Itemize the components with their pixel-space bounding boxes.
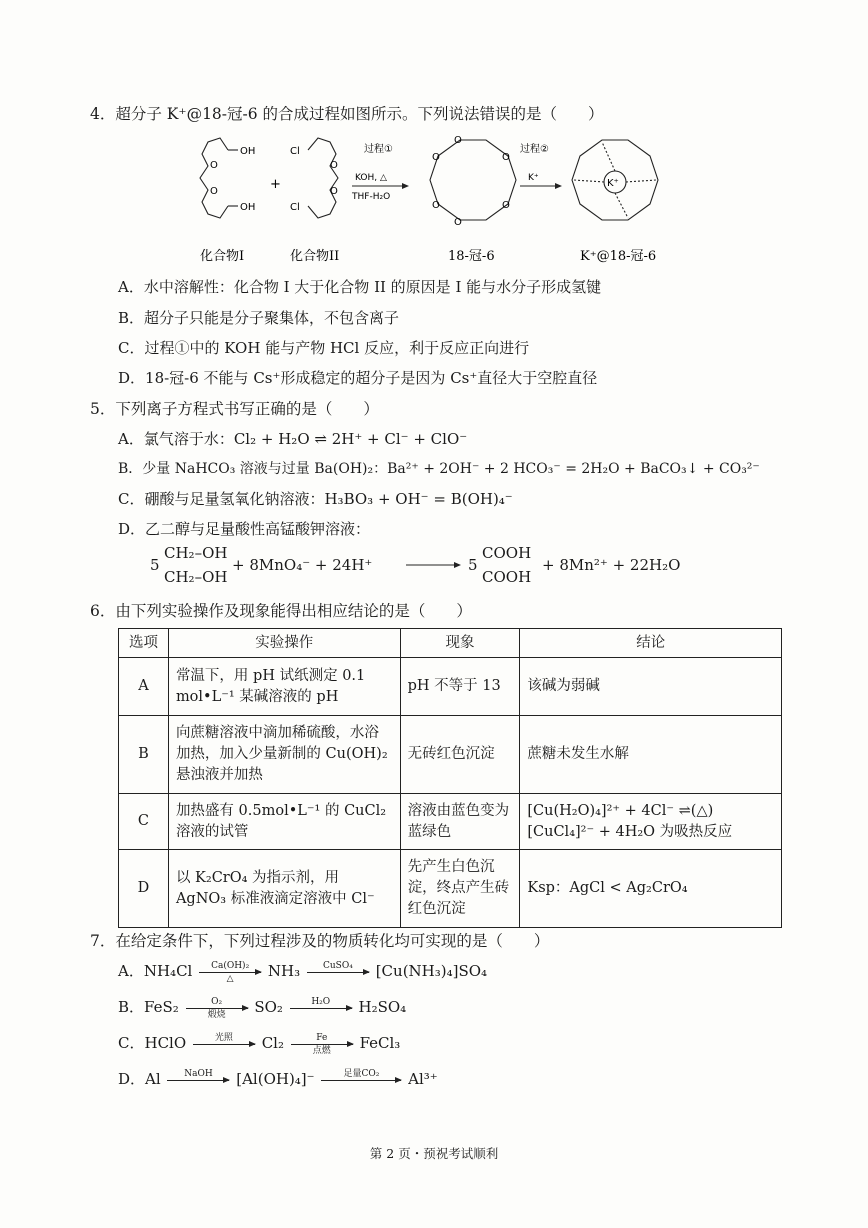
table-cell-option: A — [119, 658, 169, 716]
compound-1-oh-bottom: OH — [240, 202, 256, 213]
conversion-arrow: O₂ 煅烧 — [186, 997, 248, 1020]
table-header: 选项 — [119, 629, 169, 658]
q6-stem: 6．由下列实验操作及现象能得出相应结论的是（ ） — [90, 602, 472, 620]
q5-number: 5． — [90, 400, 116, 418]
oxygen-label: O — [330, 186, 338, 197]
q6-number: 6． — [90, 602, 116, 620]
table-row — [119, 716, 782, 794]
table-header: 现象 — [400, 629, 520, 658]
oxygen-label: O — [210, 186, 218, 197]
reaction-arrow — [406, 558, 462, 572]
q4-number: 4． — [90, 105, 116, 123]
oxygen-label: O — [210, 160, 218, 171]
q4-stem: 4．超分子 K⁺@18-冠-6 的合成过程如图所示。下列说法错误的是（ ） — [90, 105, 604, 123]
table-cell-operation: 加热盛有 0.5mol•L⁻¹ 的 CuCl₂ 溶液的试管 — [168, 794, 400, 850]
crown-ether-label: 18-冠-6 — [448, 249, 495, 264]
q7-option-d[interactable]: D．Al NaOH [Al(OH)₄]⁻ 足量CO₂ Al³⁺ — [118, 1068, 438, 1092]
table-row — [119, 794, 782, 850]
compound-1-oh-top: OH — [240, 146, 256, 157]
step-2-label: 过程② — [520, 144, 549, 155]
step-1-condition-top: KOH, △ — [355, 173, 387, 183]
q5-option-d[interactable]: D．乙二醇与足量酸性高锰酸钾溶液： — [118, 520, 371, 538]
q4-option-c[interactable]: C．过程①中的 KOH 能与产物 HCl 反应，利于反应正向进行 — [118, 339, 530, 357]
supramolecule-label: K⁺@18-冠-6 — [580, 249, 657, 264]
experiment-table — [118, 628, 782, 928]
q4-option-b[interactable]: B．超分子只能是分子聚集体，不包含离子 — [118, 309, 400, 327]
table-cell-operation: 以 K₂CrO₄ 为指示剂，用 AgNO₃ 标准液滴定溶液中 Cl⁻ — [168, 850, 400, 928]
q5-option-a[interactable]: A．氯气溶于水：Cl₂ + H₂O ⇌ 2H⁺ + Cl⁻ + ClO⁻ — [118, 430, 468, 448]
compound-2-cl-bottom: Cl — [290, 202, 300, 213]
table-cell-conclusion: 该碱为弱碱 — [520, 658, 782, 716]
table-row — [119, 850, 782, 928]
q7-option-a[interactable]: A．NH₄Cl Ca(OH)₂ △ NH₃ CuSO₄ [Cu(NH₃)₄]SO₄ — [118, 960, 488, 984]
q4-option-a[interactable]: A．水中溶解性：化合物 I 大于化合物 II 的原因是 I 能与水分子形成氢键 — [118, 278, 602, 296]
conversion-arrow: Fe 点燃 — [291, 1033, 353, 1056]
conversion-arrow: CuSO₄ — [307, 961, 369, 984]
conversion-arrow: 足量CO₂ — [321, 1069, 401, 1092]
oxygen-label: O — [502, 152, 510, 163]
table-cell-conclusion: 蔗糖未发生水解 — [520, 716, 782, 794]
oxygen-label: O — [502, 200, 510, 211]
table-cell-conclusion: [Cu(H₂O)₄]²⁺ + 4Cl⁻ ⇌(△) [CuCl₄]²⁻ + 4H₂O 为吸热反应 — [520, 794, 782, 850]
conversion-arrow: Ca(OH)₂ △ — [199, 961, 261, 984]
page-footer: 第 2 页・预祝考试顺利 — [369, 1146, 499, 1161]
oxygen-label: O — [454, 135, 462, 146]
oxygen-label: O — [432, 152, 440, 163]
step-1-condition-bottom: THF-H₂O — [352, 192, 391, 202]
table-cell-phenomenon: 无砖红色沉淀 — [400, 716, 520, 794]
step-1-label: 过程① — [364, 144, 393, 155]
table-header-row — [119, 629, 782, 658]
q5-option-c[interactable]: C．硼酸与足量氢氧化钠溶液：H₃BO₃ + OH⁻ = B(OH)₄⁻ — [118, 490, 513, 508]
compound-1-structure — [200, 138, 238, 218]
table-header: 结论 — [520, 629, 782, 658]
q7-number: 7． — [90, 932, 116, 950]
q7-option-c[interactable]: C．HClO 光照 Cl₂ Fe 点燃 FeCl₃ — [118, 1032, 401, 1056]
compound-2-structure — [308, 138, 338, 218]
compound-1-label: 化合物I — [200, 249, 245, 264]
step-2-reagent: K⁺ — [528, 173, 539, 183]
q5-d-equation: 5 CH₂–OH CH₂–OH + 8MnO₄⁻ + 24H⁺ 5 COOH COOH + 8Mn²⁺ + 22H₂O — [150, 544, 681, 586]
compound-2-label: 化合物II — [290, 249, 340, 264]
q7-option-b[interactable]: B．FeS₂ O₂ 煅烧 SO₂ H₂O H₂SO₄ — [118, 996, 407, 1020]
conversion-arrow: NaOH — [167, 1069, 229, 1092]
table-cell-option: C — [119, 794, 169, 850]
oxygen-label: O — [454, 217, 462, 228]
table-cell-phenomenon: 先产生白色沉淀，终点产生砖红色沉淀 — [400, 850, 520, 928]
table-cell-phenomenon: 溶液由蓝色变为蓝绿色 — [400, 794, 520, 850]
table-cell-option: D — [119, 850, 169, 928]
potassium-ion: K⁺ — [607, 178, 619, 189]
crown-ether-scheme — [190, 128, 690, 273]
table-cell-operation: 向蔗糖溶液中滴加稀硫酸，水浴加热，加入少量新制的 Cu(OH)₂ 悬浊液并加热 — [168, 716, 400, 794]
table-header: 实验操作 — [168, 629, 400, 658]
table-cell-operation: 常温下，用 pH 试纸测定 0.1 mol•L⁻¹ 某碱溶液的 pH — [168, 658, 400, 716]
plus-sign: + — [270, 177, 281, 192]
q5-option-b[interactable]: B．少量 NaHCO₃ 溶液与过量 Ba(OH)₂：Ba²⁺ + 2OH⁻ + 2 HCO₃⁻ = 2H₂O + BaCO₃↓ + CO₃²⁻ — [118, 461, 760, 477]
conversion-arrow: H₂O — [290, 997, 352, 1020]
table-cell-conclusion: Ksp：AgCl < Ag₂CrO₄ — [520, 850, 782, 928]
table-cell-phenomenon: pH 不等于 13 — [400, 658, 520, 716]
oxygen-label: O — [330, 160, 338, 171]
q4-option-d[interactable]: D．18-冠-6 不能与 Cs⁺形成稳定的超分子是因为 Cs⁺直径大于空腔直径 — [118, 369, 598, 387]
q5-stem: 5．下列离子方程式书写正确的是（ ） — [90, 400, 379, 418]
compound-2-cl-top: Cl — [290, 146, 300, 157]
table-cell-option: B — [119, 716, 169, 794]
conversion-arrow: 光照 — [193, 1033, 255, 1056]
table-row — [119, 658, 782, 716]
q7-stem: 7．在给定条件下，下列过程涉及的物质转化均可实现的是（ ） — [90, 932, 550, 950]
oxygen-label: O — [432, 200, 440, 211]
